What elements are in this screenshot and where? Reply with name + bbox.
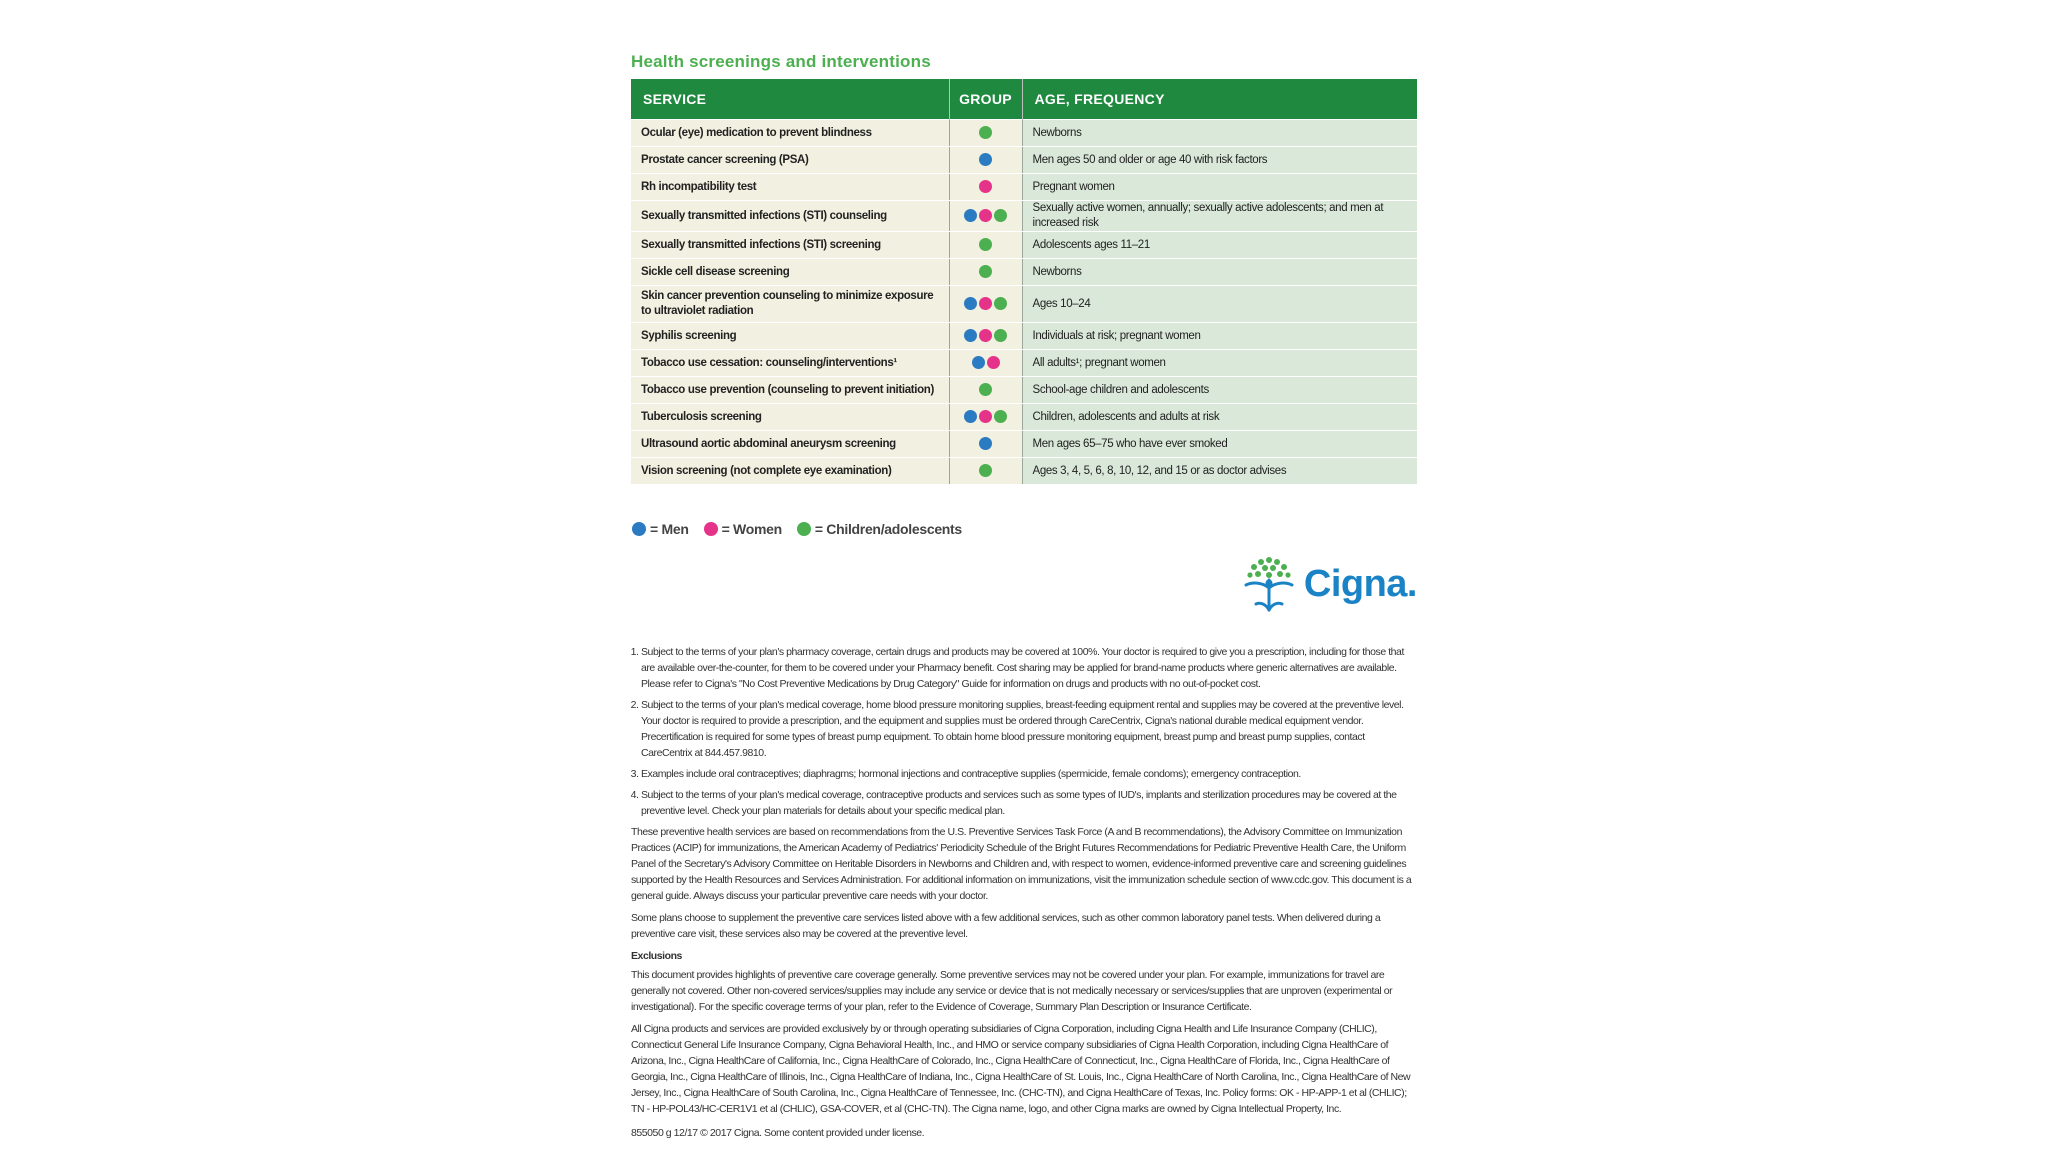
table-row — [631, 201, 1417, 232]
table-row — [631, 458, 1417, 485]
table-row — [631, 431, 1417, 458]
table-row — [631, 350, 1417, 377]
document-page — [631, 52, 1417, 1139]
children-dot-icon — [994, 410, 1007, 423]
table-row — [631, 286, 1417, 323]
group-cell — [949, 377, 1022, 404]
table-row — [631, 232, 1417, 259]
service-cell: Sexually transmitted infections (STI) counseling — [631, 201, 949, 232]
frequency-cell: Ages 10–24 — [1022, 286, 1417, 323]
women-dot-icon — [979, 297, 992, 310]
footnotes-section — [631, 644, 1417, 1147]
children-dot-icon — [979, 126, 992, 139]
footnote-1: 1. Subject to the terms of your plan's pharmacy coverage, certain drugs and products may be covered at 100%. Your doctor is required to give you a prescription, including for those that are available over-the-counter, for them to be covered under your Pharmacy benefit. Cost sharing may be applied for brand-name products where generic alternatives are available. Please refer to Cigna's "No Cost Preventive Medications by Drug Category" Guide for information on drugs and products with no out-of-pocket cost. — [641, 644, 1417, 692]
supplement-paragraph: Some plans choose to supplement the preventive care services listed above with a few additional services, such as other common laboratory panel tests. When delivered during a preventive care visit, these services also may be covered at the preventive level. — [631, 912, 1381, 940]
table-row — [631, 323, 1417, 350]
children-dot-icon — [979, 265, 992, 278]
children-dot-icon — [979, 383, 992, 396]
cigna-wordmark: Cigna. — [1303, 562, 1417, 605]
exclusions-text: This document provides highlights of preventive care coverage generally. Some preventive services may not be covered under your plan. For example, immunizations for travel are generally not covered. Other non-covered services/supplies may include any service or device that is not medically necessary or services/supplies that are unproven (experimental or investigational). For the specific coverage terms of your plan, refer to the Evidence of Coverage, Summary Plan Description or Insurance Certificate. — [631, 969, 1393, 1013]
children-dot-icon — [797, 522, 811, 536]
group-cell — [949, 286, 1022, 323]
group-cell — [949, 431, 1022, 458]
men-dot-icon — [972, 356, 985, 369]
footnote-2: 2. Subject to the terms of your plan's medical coverage, home blood pressure monitoring supplies, breast-feeding equipment rental and supplies may be covered at the preventive level. Your doctor is required to provide a prescription, and the equipment and supplies must be ordered through CareCentrix, Cigna's national durable medical equipment vendor. Precertification is required for some types of breast pump equipment. To obtain home blood pressure monitoring equipment, breast pump and breast pump supplies, contact CareCentrix at 844.457.9810. — [641, 697, 1417, 761]
services-table — [631, 79, 1417, 485]
service-cell: Syphilis screening — [631, 323, 949, 350]
men-dot-icon — [964, 329, 977, 342]
service-cell: Rh incompatibility test — [631, 174, 949, 201]
men-dot-icon — [979, 153, 992, 166]
group-cell — [949, 404, 1022, 431]
frequency-cell: Men ages 50 and older or age 40 with risk factors — [1022, 147, 1417, 174]
group-cell — [949, 174, 1022, 201]
service-cell: Skin cancer prevention counseling to minimize exposure to ultraviolet radiation — [631, 286, 949, 323]
service-cell: Ultrasound aortic abdominal aneurysm screening — [631, 431, 949, 458]
service-cell: Sickle cell disease screening — [631, 259, 949, 286]
footnote-list — [631, 644, 1417, 819]
recommendations-paragraph: These preventive health services are based on recommendations from the U.S. Preventive Services Task Force (A and B recommendations), the Advisory Committee on Immunization Practices (ACIP) for immunizations, the American Academy of Pediatrics' Periodicity Schedule of the Bright Futures Recommendations for Pediatric Preventive Health Care, the Uniform Panel of the Secretary's Advisory Committee on Heritable Disorders in Newborns and Children and, with respect to women, evidence-informed preventive care and screening guidelines supported by the Health Resources and Services Administration. For additional information on immunizations, visit the immunization schedule section of www.cdc.gov. This document is a general guide. Always discuss your particular preventive care needs with your doctor. — [631, 826, 1412, 902]
group-cell — [949, 201, 1022, 232]
service-cell: Prostate cancer screening (PSA) — [631, 147, 949, 174]
women-dot-icon — [979, 209, 992, 222]
header-group: GROUP — [949, 79, 1022, 120]
cigna-logo — [1238, 554, 1417, 614]
legend-women — [703, 521, 782, 537]
men-dot-icon — [632, 522, 646, 536]
header-service: SERVICE — [631, 79, 949, 120]
footnote-3: 3. Examples include oral contraceptives; diaphragms; hormonal injections and contraceptive supplies (spermicide, female condoms); emergency contraception. — [641, 766, 1417, 782]
group-cell — [949, 350, 1022, 377]
frequency-cell: Pregnant women — [1022, 174, 1417, 201]
women-dot-icon — [987, 356, 1000, 369]
group-legend — [631, 521, 1417, 537]
children-dot-icon — [979, 238, 992, 251]
frequency-cell: All adults¹; pregnant women — [1022, 350, 1417, 377]
children-dot-icon — [979, 464, 992, 477]
legend-women-label: = Women — [721, 521, 782, 537]
service-cell: Vision screening (not complete eye examination) — [631, 458, 949, 485]
service-cell: Ocular (eye) medication to prevent blindness — [631, 120, 949, 147]
frequency-cell: Adolescents ages 11–21 — [1022, 232, 1417, 259]
section-title: Health screenings and interventions — [631, 52, 931, 71]
frequency-cell: Men ages 65–75 who have ever smoked — [1022, 431, 1417, 458]
table-row — [631, 259, 1417, 286]
table-row — [631, 147, 1417, 174]
table-row — [631, 404, 1417, 431]
group-cell — [949, 458, 1022, 485]
men-dot-icon — [979, 437, 992, 450]
footnote-4: 4. Subject to the terms of your plan's medical coverage, contraceptive products and services such as some types of IUD's, implants and sterilization procedures may be covered at the preventive level. Check your plan materials for details about your specific medical plan. — [641, 787, 1417, 819]
legend-children — [796, 521, 962, 537]
legend-men-label: = Men — [650, 521, 689, 537]
table-row — [631, 174, 1417, 201]
frequency-cell: Ages 3, 4, 5, 6, 8, 10, 12, and 15 or as doctor advises — [1022, 458, 1417, 485]
frequency-cell: Children, adolescents and adults at risk — [1022, 404, 1417, 431]
table-header-row — [631, 79, 1417, 120]
legend-children-label: = Children/adolescents — [814, 521, 962, 537]
service-cell: Tobacco use prevention (counseling to prevent initiation) — [631, 377, 949, 404]
women-dot-icon — [704, 522, 718, 536]
frequency-cell: School-age children and adolescents — [1022, 377, 1417, 404]
service-cell: Tobacco use cessation: counseling/interventions¹ — [631, 350, 949, 377]
group-cell — [949, 259, 1022, 286]
children-dot-icon — [994, 329, 1007, 342]
header-frequency: AGE, FREQUENCY — [1022, 79, 1417, 120]
table-row — [631, 377, 1417, 404]
legend-men — [631, 521, 689, 537]
cigna-tree-icon — [1238, 554, 1300, 614]
frequency-cell: Newborns — [1022, 120, 1417, 147]
men-dot-icon — [964, 410, 977, 423]
table-row — [631, 120, 1417, 147]
women-dot-icon — [979, 180, 992, 193]
children-dot-icon — [994, 209, 1007, 222]
women-dot-icon — [979, 410, 992, 423]
service-cell: Sexually transmitted infections (STI) screening — [631, 232, 949, 259]
exclusions-heading: Exclusions — [631, 950, 682, 962]
service-cell: Tuberculosis screening — [631, 404, 949, 431]
group-cell — [949, 323, 1022, 350]
men-dot-icon — [964, 297, 977, 310]
children-dot-icon — [994, 297, 1007, 310]
legal-text: All Cigna products and services are provided exclusively by or through operating subsidiaries of Cigna Corporation, including Cigna Health and Life Insurance Company (CHLIC), Connecticut General Life Insurance Company, Cigna Behavioral Health, Inc., and HMO or service company subsidiaries of Cigna Health Corporation, including Cigna HealthCare of Arizona, Inc., Cigna HealthCare of California, Inc., Cigna HealthCare of Colorado, Inc., Cigna HealthCare of Connecticut, Inc., Cigna HealthCare of Florida, Inc., Cigna HealthCare of Georgia, Inc., Cigna HealthCare of Illinois, Inc., Cigna HealthCare of Indiana, Inc., Cigna HealthCare of St. Louis, Inc., Cigna HealthCare of North Carolina, Inc., Cigna HealthCare of New Jersey, Inc., Cigna HealthCare of South Carolina, Inc., Cigna HealthCare of Tennessee, Inc. (CHC-TN), and Cigna HealthCare of Texas, Inc. Policy forms: OK - HP-APP-1 et al (CHLIC); TN - HP-POL43/HC-CER1V1 et al (CHLIC), GSA-COVER, et al (CHC-TN). The Cigna name, logo, and other Cigna marks are owned by Cigna Intellectual Property, Inc. — [631, 1023, 1411, 1115]
frequency-cell: Sexually active women, annually; sexually active adolescents; and men at increased risk — [1022, 201, 1417, 232]
group-cell — [949, 147, 1022, 174]
men-dot-icon — [964, 209, 977, 222]
group-cell — [949, 120, 1022, 147]
women-dot-icon — [979, 329, 992, 342]
frequency-cell: Newborns — [1022, 259, 1417, 286]
group-cell — [949, 232, 1022, 259]
frequency-cell: Individuals at risk; pregnant women — [1022, 323, 1417, 350]
footer-line: 855050 g 12/17 © 2017 Cigna. Some content provided under license. — [631, 1127, 925, 1139]
